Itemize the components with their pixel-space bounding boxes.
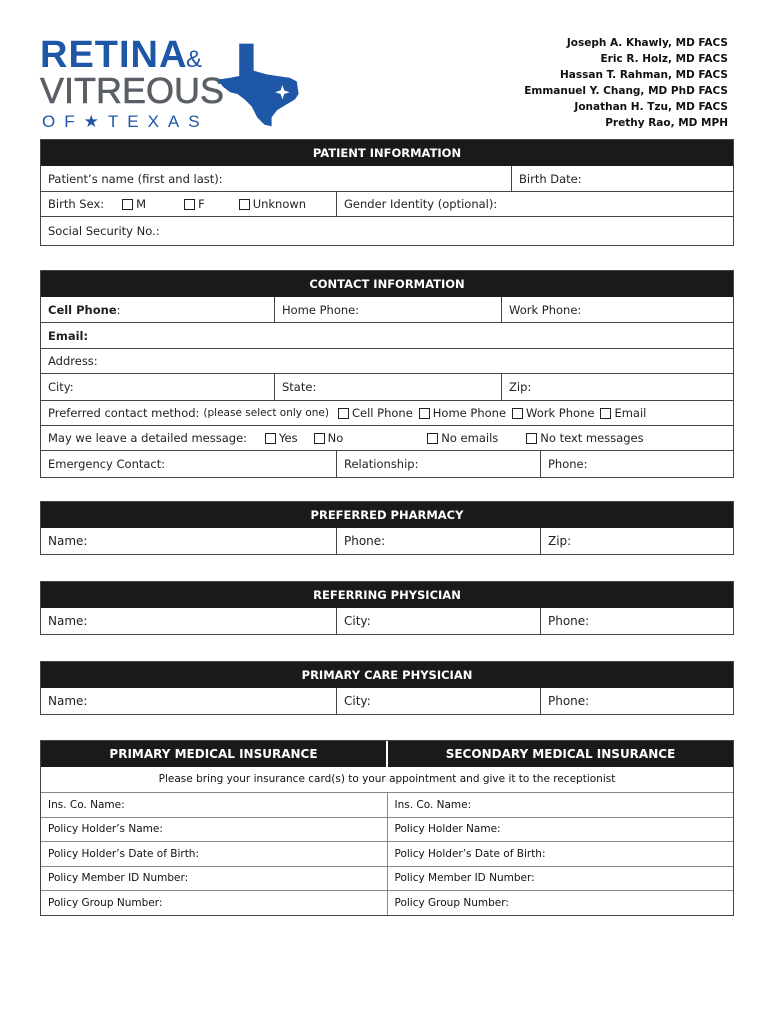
secondary-member-id-field[interactable]: Policy Member ID Number: xyxy=(387,867,734,891)
option-label: No text messages xyxy=(540,431,644,445)
checkbox-icon xyxy=(184,199,195,210)
pref-cell-phone-checkbox[interactable] xyxy=(338,406,413,420)
checkbox-icon xyxy=(314,433,325,444)
detailed-message-field xyxy=(41,426,733,450)
insurance-header xyxy=(41,741,733,767)
preferred-contact-field xyxy=(41,401,334,425)
city-field[interactable]: City: xyxy=(48,380,74,394)
address-field[interactable]: Address: xyxy=(48,354,98,368)
insurance-section xyxy=(40,740,734,916)
physician-name: Hassan T. Rahman, MD FACS xyxy=(560,69,728,81)
checkbox-icon xyxy=(122,199,133,210)
physician-name: Joseph A. Khawly, MD FACS xyxy=(566,37,728,49)
primary-holder-name-field[interactable]: Policy Holder’s Name: xyxy=(48,823,163,836)
checkbox-icon xyxy=(265,433,276,444)
section-title: PATIENT INFORMATION xyxy=(41,140,733,166)
pharmacy-name-field[interactable]: Name: xyxy=(48,534,88,548)
zip-field[interactable]: Zip: xyxy=(501,374,733,400)
physician-list xyxy=(524,35,728,131)
pcp-name-field[interactable]: Name: xyxy=(48,694,88,708)
logo-line-vitreous: VITREOUS xyxy=(40,70,225,111)
msg-yes-checkbox[interactable] xyxy=(265,431,298,445)
gender-identity-field[interactable]: Gender Identity (optional): xyxy=(336,192,733,216)
option-label: Cell Phone xyxy=(352,406,413,420)
birth-sex-field xyxy=(41,192,336,216)
referring-phone-field[interactable]: Phone: xyxy=(540,608,733,634)
pref-work-phone-checkbox[interactable] xyxy=(512,406,594,420)
option-label: Home Phone xyxy=(432,406,507,420)
state-field[interactable]: State: xyxy=(274,374,501,400)
cell-phone-label: Cell Phone xyxy=(48,302,117,317)
pcp-city-field[interactable]: City: xyxy=(336,688,540,714)
texas-state-icon xyxy=(214,40,304,130)
relationship-field[interactable]: Relationship: xyxy=(336,451,540,477)
checkbox-icon xyxy=(239,199,250,210)
referring-city-field[interactable]: City: xyxy=(336,608,540,634)
primary-ins-co-name-field[interactable]: Ins. Co. Name: xyxy=(48,798,125,811)
sex-m-checkbox[interactable] xyxy=(122,197,146,211)
option-label: Yes xyxy=(279,431,298,445)
pcp-phone-field[interactable]: Phone: xyxy=(540,688,733,714)
home-phone-field[interactable]: Home Phone: xyxy=(274,297,501,322)
checkbox-icon xyxy=(419,408,430,419)
detailed-message-label: May we leave a detailed message: xyxy=(48,431,248,445)
preferred-contact-note: (please select only one) xyxy=(203,407,329,419)
secondary-insurance-title: SECONDARY MEDICAL INSURANCE xyxy=(386,741,733,767)
option-label: Work Phone xyxy=(526,406,595,420)
option-label: Unknown xyxy=(252,197,307,211)
checkbox-icon xyxy=(427,433,438,444)
email-field[interactable]: Email: xyxy=(48,328,89,343)
secondary-group-number-field[interactable]: Policy Group Number: xyxy=(387,891,734,915)
primary-insurance-title: PRIMARY MEDICAL INSURANCE xyxy=(109,747,318,761)
option-label: No xyxy=(327,431,344,445)
preferred-contact-options xyxy=(334,401,733,425)
logo-line-of-texas: OF★TEXAS xyxy=(42,112,209,131)
primary-care-physician-section xyxy=(40,661,734,715)
checkbox-icon xyxy=(512,408,523,419)
emergency-phone-field[interactable]: Phone: xyxy=(540,451,733,477)
primary-member-id-field[interactable]: Policy Member ID Number: xyxy=(48,872,189,885)
section-title: REFERRING PHYSICIAN xyxy=(41,582,733,608)
secondary-holder-dob-field[interactable]: Policy Holder’s Date of Birth: xyxy=(387,842,734,866)
preferred-contact-label: Preferred contact method: xyxy=(48,406,200,420)
physician-name: Emmanuel Y. Chang, MD PhD FACS xyxy=(524,85,728,97)
birth-date-field[interactable]: Birth Date: xyxy=(511,166,733,191)
option-label: Email xyxy=(614,406,647,420)
msg-no-checkbox[interactable] xyxy=(314,431,344,445)
msg-no-text-checkbox[interactable] xyxy=(526,431,643,445)
option-label: No emails xyxy=(441,431,499,445)
pref-home-phone-checkbox[interactable] xyxy=(419,406,506,420)
contact-information-section xyxy=(40,270,734,478)
logo-ampersand: & xyxy=(186,46,203,73)
sex-f-checkbox[interactable] xyxy=(184,197,205,211)
birth-sex-label: Birth Sex: xyxy=(48,197,105,211)
pharmacy-zip-field[interactable]: Zip: xyxy=(540,528,733,554)
primary-group-number-field[interactable]: Policy Group Number: xyxy=(48,896,163,909)
primary-holder-dob-field[interactable]: Policy Holder’s Date of Birth: xyxy=(48,847,200,860)
ssn-field[interactable]: Social Security No.: xyxy=(48,224,160,238)
checkbox-icon xyxy=(600,408,611,419)
practice-logo xyxy=(40,36,310,132)
pharmacy-phone-field[interactable]: Phone: xyxy=(336,528,540,554)
msg-no-emails-checkbox[interactable] xyxy=(427,431,498,445)
option-label: F xyxy=(198,197,205,211)
option-label: M xyxy=(136,197,147,211)
insurance-note: Please bring your insurance card(s) to your appointment and give it to the receptionist xyxy=(158,773,616,785)
pref-email-checkbox[interactable] xyxy=(600,406,646,420)
checkbox-icon xyxy=(526,433,537,444)
cell-phone-field[interactable] xyxy=(41,297,274,322)
cell-phone-colon: : xyxy=(116,302,121,317)
logo-line-retina: RETINA xyxy=(40,34,188,76)
section-title: PREFERRED PHARMACY xyxy=(41,502,733,528)
work-phone-field[interactable]: Work Phone: xyxy=(501,297,733,322)
section-title: CONTACT INFORMATION xyxy=(41,271,733,297)
secondary-ins-co-name-field[interactable]: Ins. Co. Name: xyxy=(387,793,734,817)
physician-name: Eric R. Holz, MD FACS xyxy=(600,53,728,65)
physician-name: Jonathan H. Tzu, MD FACS xyxy=(574,101,728,113)
referring-physician-section xyxy=(40,581,734,635)
preferred-pharmacy-section xyxy=(40,501,734,555)
patient-information-section xyxy=(40,139,734,246)
emergency-contact-field[interactable]: Emergency Contact: xyxy=(48,457,166,471)
checkbox-icon xyxy=(338,408,349,419)
secondary-holder-name-field[interactable]: Policy Holder Name: xyxy=(387,818,734,842)
referring-name-field[interactable]: Name: xyxy=(48,614,88,628)
section-title: PRIMARY CARE PHYSICIAN xyxy=(41,662,733,688)
physician-name: Prethy Rao, MD MPH xyxy=(605,117,728,129)
patient-name-field[interactable]: Patient’s name (first and last): xyxy=(48,171,223,186)
sex-unknown-checkbox[interactable] xyxy=(239,197,306,211)
